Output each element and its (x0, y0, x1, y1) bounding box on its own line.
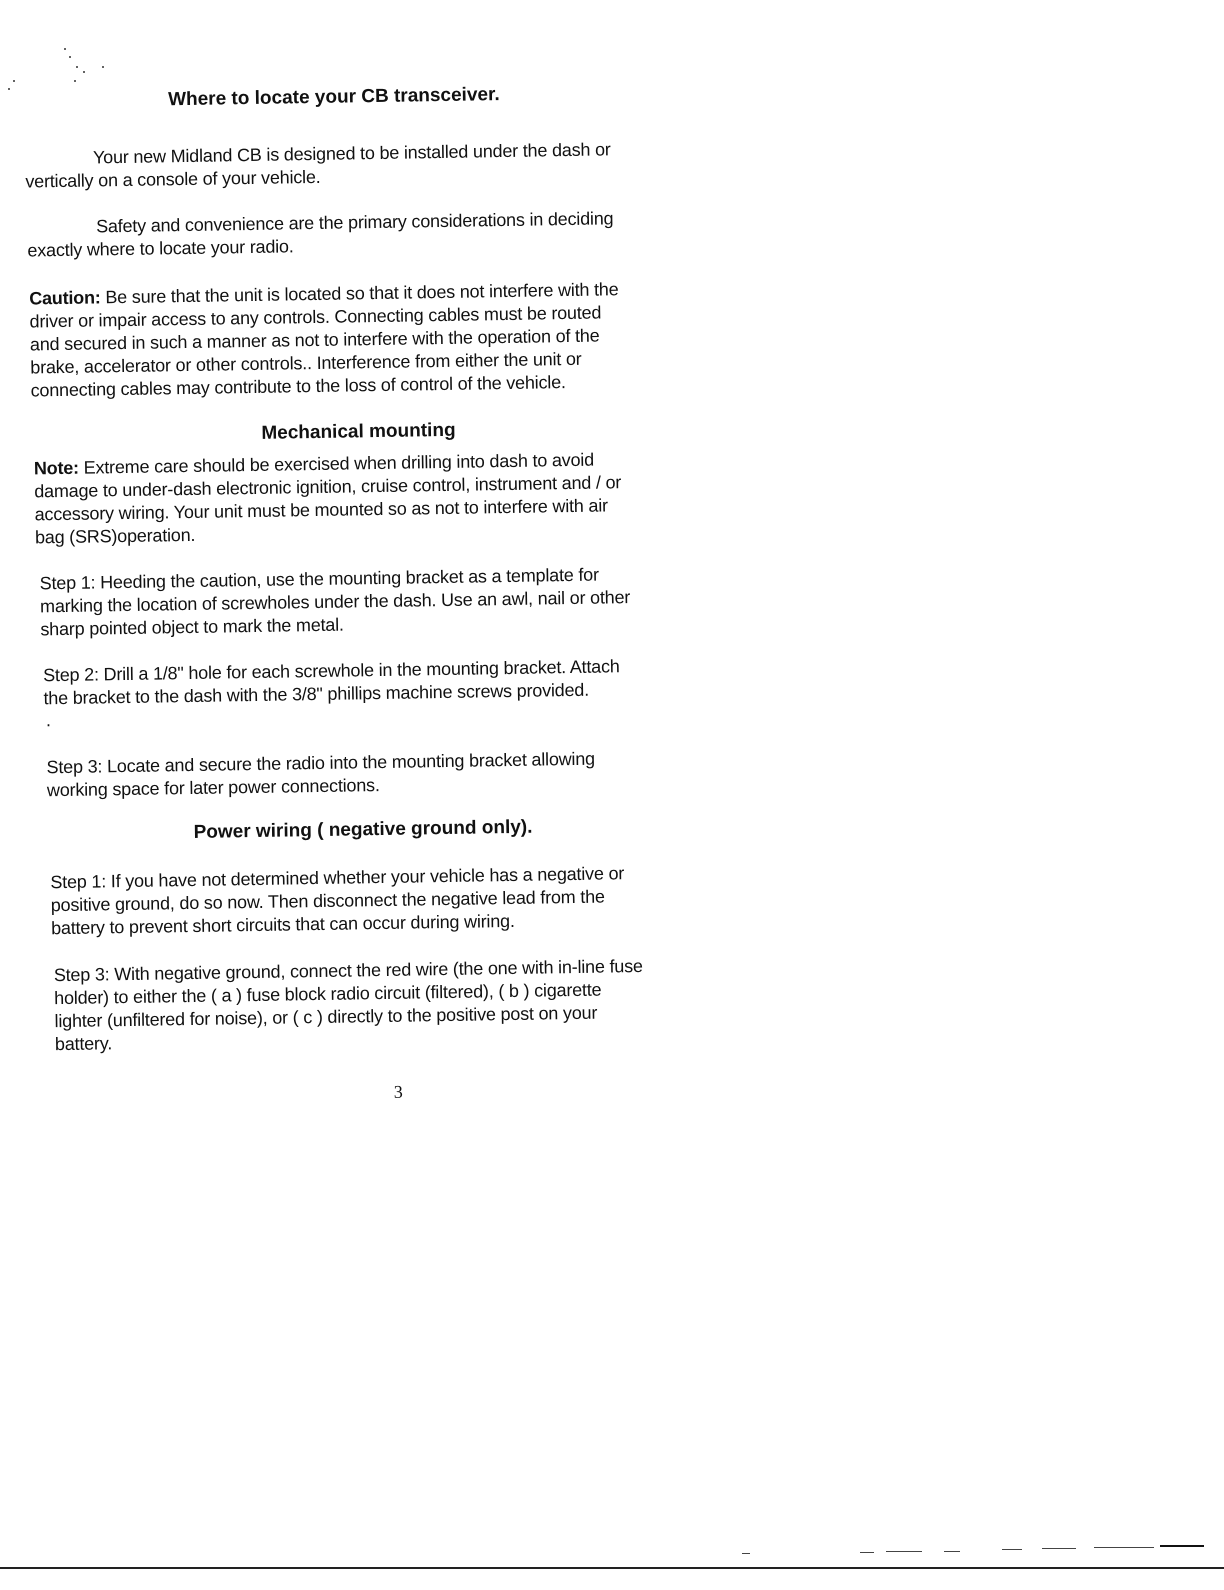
caution-line-4: brake, accelerator or other controls.. Interference from either the unit or (30, 348, 582, 378)
scan-speck (83, 71, 85, 73)
intro-p1-line-2: vertically on a console of your vehicle. (25, 166, 321, 192)
scan-dash (1160, 1545, 1204, 1547)
wiring-step1-line-2: positive ground, do so now. Then disconnect the negative lead from the (50, 886, 605, 916)
caution-text: Be sure that the unit is located so that it does not interfere with the (100, 279, 619, 308)
heading-locate: Where to locate your CB transceiver. (167, 84, 500, 111)
wiring-step1-line-1: Step 1: If you have not determined whether your vehicle has a negative or (50, 863, 625, 893)
intro-p1-line-1: Your new Midland CB is designed to be installed under the dash or (92, 139, 611, 168)
mount-step3-line-1: Step 3: Locate and secure the radio into the mounting bracket allowing (46, 748, 596, 778)
wiring-step1-line-3: battery to prevent short circuits that can occur during wiring. (50, 910, 515, 939)
page-number: 3 (393, 1081, 403, 1102)
wiring-step3-line-2: holder) to either the ( a ) fuse block radio circuit (filtered), ( b ) cigarette (54, 979, 602, 1009)
scan-dash (1042, 1548, 1076, 1549)
intro-p2-line-2: exactly where to locate your radio. (27, 236, 294, 261)
scan-speck (76, 66, 78, 68)
wiring-step3-line-1: Step 3: With negative ground, connect the red wire (the one with in-line fuse (53, 955, 643, 986)
note-line-3: accessory wiring. Your unit must be mounted so as not to interfere with air (34, 495, 608, 525)
scan-speck (13, 80, 15, 82)
caution-line-2: driver or impair access to any controls. Connecting cables must be routed (29, 302, 602, 332)
scan-dash (742, 1553, 750, 1554)
heading-mechanical: Mechanical mounting (261, 419, 456, 444)
heading-power: Power wiring ( negative ground only). (193, 816, 533, 843)
scan-dash (944, 1551, 960, 1552)
mount-step1-line-3: sharp pointed object to mark the metal. (40, 614, 344, 640)
mount-step1-line-2: marking the location of screwholes under the dash. Use an awl, nail or other (39, 587, 631, 617)
scan-speck (74, 80, 76, 82)
scan-speck (102, 66, 104, 68)
scan-dash (860, 1552, 874, 1553)
scan-dash (886, 1551, 922, 1552)
note-line-2: damage to under-dash electronic ignition, cruise control, instrument and / or (34, 472, 622, 502)
caution-line-3: and secured in such a manner as not to interfere with the operation of the (29, 325, 600, 355)
mount-step2-line-1: Step 2: Drill a 1/8" hole for each screwhole in the mounting bracket. Attach (42, 656, 620, 686)
scan-speck (8, 88, 10, 90)
note-label: Note: (33, 457, 80, 479)
note-text: Extreme care should be exercised when drilling into dash to avoid (78, 449, 595, 478)
intro-p2-line-1: Safety and convenience are the primary considerations in deciding (95, 208, 614, 237)
wiring-step3-line-4: battery. (54, 1033, 113, 1055)
mount-step3-line-2: working space for later power connections. (46, 775, 380, 801)
bottom-edge-rule (0, 1567, 1224, 1569)
note-line-4: bag (SRS)operation. (34, 524, 196, 548)
wiring-step3-line-3: lighter (unfiltered for noise), or ( c ) directly to the positive post on your (54, 1002, 598, 1032)
mount-step2-line-2: the bracket to the dash with the 3/8" phillips machine screws provided. (43, 679, 590, 709)
mount-step1-line-1: Step 1: Heeding the caution, use the mounting bracket as a template for (39, 564, 599, 594)
scan-dash (1094, 1547, 1154, 1548)
scan-dash (1002, 1549, 1022, 1550)
caution-line-5: connecting cables may contribute to the loss of control of the vehicle. (30, 372, 566, 401)
scan-speck (64, 48, 66, 50)
scan-speck (69, 56, 71, 58)
caution-label: Caution: (29, 287, 101, 309)
stray-mark: . (45, 710, 51, 731)
